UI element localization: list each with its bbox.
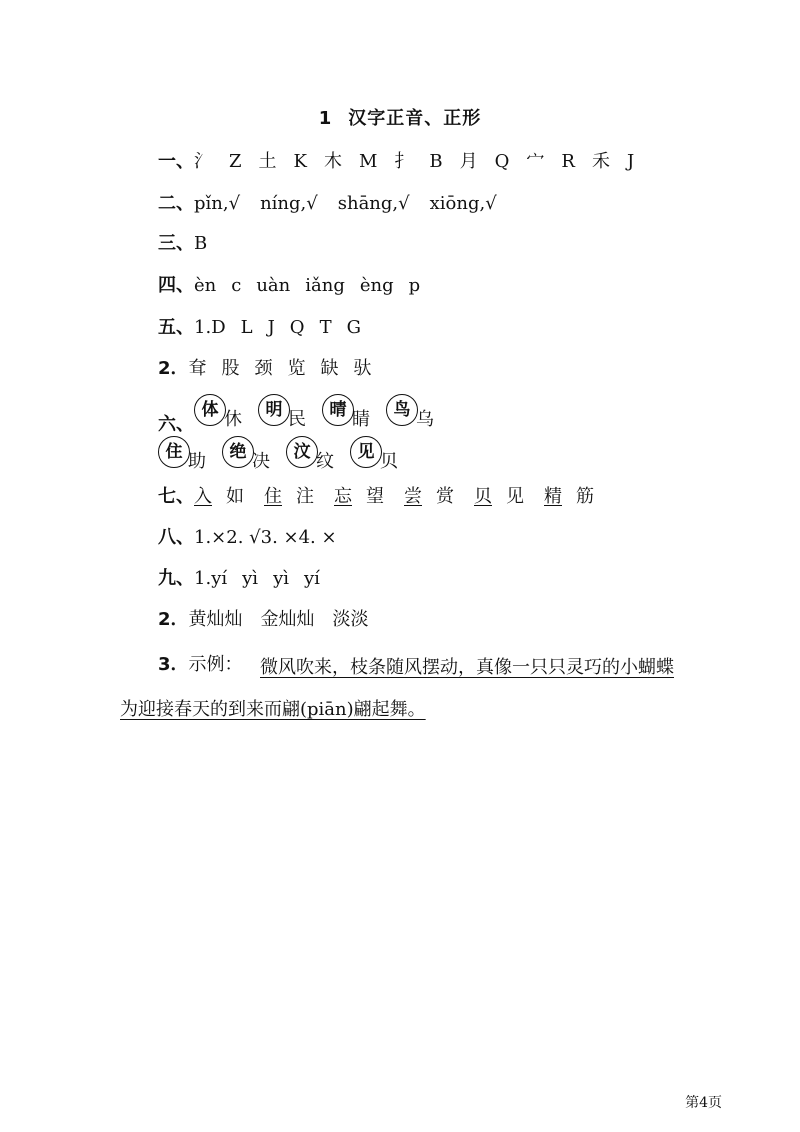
answer-q9-part3-prefix	[158, 653, 243, 677]
q1-item: 宀	[526, 151, 545, 172]
plain-char: 贝	[380, 451, 398, 472]
q1-item: K	[293, 151, 307, 172]
circled-char: 汶	[286, 436, 318, 468]
circled-char: 体	[194, 394, 226, 426]
q9-part2-prefix: 2．	[158, 609, 189, 630]
q1-item: 月	[459, 151, 478, 172]
circled-char: 绝	[222, 436, 254, 468]
title-text: 汉字正音、正形	[348, 108, 482, 129]
q9-part1-prefix: 1.	[194, 568, 212, 589]
underlined-char: 尝	[404, 486, 422, 507]
q9-part1-item: yí	[211, 568, 228, 589]
q5-part2-prefix: 2．	[158, 358, 189, 379]
q9-part2-item: 黄灿灿	[188, 609, 243, 630]
answer-q9-part1	[158, 567, 335, 591]
q1-item: B	[429, 151, 443, 172]
q1-label: 一、	[158, 151, 194, 172]
answer-q6-row2	[158, 442, 414, 478]
q1-item: M	[358, 151, 378, 172]
plain-char: 如	[226, 486, 244, 507]
plain-char: 助	[188, 451, 206, 472]
circled-pair	[350, 442, 398, 478]
q1-item: 木	[323, 151, 342, 172]
sample-sentence-line2: 为迎接春天的到来而翩(piān)翩起舞。	[120, 699, 426, 720]
underlined-char: 住	[264, 486, 282, 507]
q9-part1-item: yì	[242, 568, 259, 589]
q7-label: 七、	[158, 486, 194, 507]
q2-item: xiōng,√	[429, 193, 497, 214]
q2-label: 二、	[158, 193, 194, 214]
q5-part1-item: G	[346, 317, 361, 338]
q5-part1-item: J	[267, 317, 275, 338]
q5-part1-item: T	[319, 317, 332, 338]
q9-part3-label: 示例：	[188, 654, 243, 675]
q1-item: Z	[229, 151, 242, 172]
q5-part1-prefix: 1.	[194, 317, 212, 338]
circled-char: 鸟	[386, 394, 418, 426]
q5-part2-item: 股	[221, 358, 240, 379]
plain-char: 赏	[436, 486, 454, 507]
sample-sentence-line1: 微风吹来，枝条随风摆动，真像一只只灵巧的小蝴蝶	[260, 657, 674, 678]
plain-char: 见	[506, 486, 524, 507]
circled-pair	[194, 400, 242, 436]
q2-item: shāng,√	[337, 193, 410, 214]
q5-part2-item: 颈	[254, 358, 273, 379]
plain-char: 睛	[352, 409, 370, 430]
q5-part1-item: L	[240, 317, 253, 338]
q9-part1-item: yí	[304, 568, 320, 589]
q9-label: 九、	[158, 568, 194, 589]
plain-char: 筋	[576, 486, 594, 507]
circled-char: 见	[350, 436, 382, 468]
answer-q6-row1	[158, 400, 450, 436]
answer-q4	[158, 274, 435, 298]
q5-part1-item: D	[211, 317, 226, 338]
answer-q2	[158, 192, 512, 216]
q1-item: 土	[258, 151, 277, 172]
q1-item: 禾	[591, 151, 610, 172]
q1-item: 扌	[394, 151, 413, 172]
q4-item: c	[231, 275, 242, 296]
q5-part1-item: Q	[289, 317, 305, 338]
q1-item: Q	[494, 151, 510, 172]
plain-char: 纹	[316, 451, 334, 472]
underlined-char: 精	[544, 486, 562, 507]
q9-part2-item: 金灿灿	[260, 609, 315, 630]
circled-pair	[258, 400, 306, 436]
q5-label: 五、	[158, 317, 194, 338]
answer-q9-part2	[158, 608, 384, 632]
underlined-char: 入	[194, 486, 212, 507]
q1-item: 氵	[194, 151, 212, 172]
q1-item: R	[561, 151, 575, 172]
plain-char: 民	[288, 409, 306, 430]
plain-char: 望	[366, 486, 384, 507]
q4-item: èng	[359, 275, 394, 296]
plain-char: 注	[296, 486, 314, 507]
q3-answer: B	[194, 233, 208, 254]
q5-part2-item: 缺	[320, 358, 339, 379]
answer-q3	[158, 232, 207, 256]
circled-pair	[158, 442, 206, 478]
answer-q8	[158, 526, 337, 550]
q4-label: 四、	[158, 275, 194, 296]
plain-char: 休	[224, 409, 242, 430]
q5-part2-item: 驮	[353, 358, 372, 379]
q4-item: èn	[194, 275, 217, 296]
answer-q5-part1	[158, 316, 376, 340]
circled-char: 明	[258, 394, 290, 426]
q4-item: iǎng	[305, 275, 345, 296]
q4-item: uàn	[256, 275, 291, 296]
q9-part1-item: yì	[273, 568, 289, 589]
q6-label: 六、	[158, 414, 194, 435]
circled-char: 住	[158, 436, 190, 468]
q3-label: 三、	[158, 233, 194, 254]
underlined-char: 贝	[474, 486, 492, 507]
q1-item: J	[626, 151, 635, 172]
q9-part3-prefix: 3．	[158, 654, 189, 675]
q8-text: 1.×2. √3. ×4. ×	[194, 527, 337, 548]
circled-pair	[386, 400, 434, 436]
circled-pair	[222, 442, 270, 478]
page-number: 第4页	[685, 1095, 722, 1111]
plain-char: 决	[252, 451, 270, 472]
circled-char: 晴	[322, 394, 354, 426]
q2-item: níng,√	[260, 193, 318, 214]
answer-q1	[158, 150, 651, 174]
page-title	[0, 104, 800, 130]
underlined-char: 忘	[334, 486, 352, 507]
circled-pair	[322, 400, 370, 436]
circled-pair	[286, 442, 334, 478]
q8-label: 八、	[158, 527, 194, 548]
answer-q7	[158, 485, 608, 509]
answer-q5-part2	[158, 357, 387, 381]
q9-part2-item: 淡淡	[332, 609, 369, 630]
q5-part2-item: 览	[287, 358, 306, 379]
plain-char: 乌	[416, 409, 434, 430]
title-number: 1	[318, 108, 333, 129]
q2-item: pǐn,√	[194, 193, 241, 214]
q4-item: p	[408, 275, 421, 296]
q5-part2-item: 耷	[188, 358, 207, 379]
